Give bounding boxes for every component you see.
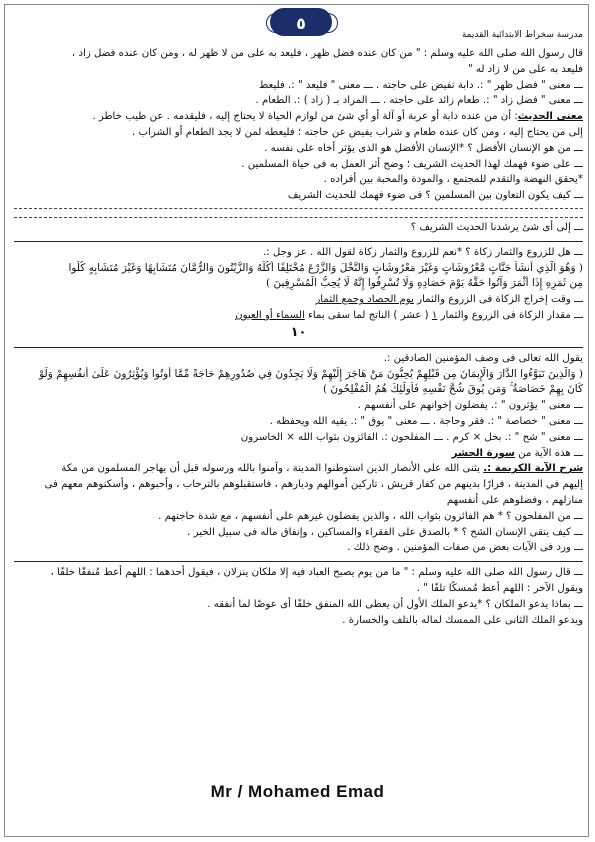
hadith1-explanation-2: إلى من يحتاج إليه ، ومن كان عنده طعام و شراب يفيض عن حاجته ؛ فليعطه لمن لا يجد الطعام أو الشراب . xyxy=(131,126,583,138)
hashr-verse-1: ( وَالَّذِينَ تَبَوَّءُوا الدَّارَ وَالْإِيمَانَ مِن قَبْلِهِمْ يُحِبُّونَ مَنْ هَاجَرَ إِلَيْهِمْ وَلَا يَجِدُونَ فِي صُدُورِهِمْ حَاجَةً مِّمَّا أُوتُوا وَيُؤْثِرُونَ عَلَىٰ أَنفُسِهِمْ وَلَوْ xyxy=(39,367,583,380)
hadith1-question-3: ـــ كيف يكون التعاون بين المسلمين ؟ فى ضوء فهمك للحديث الشريف xyxy=(287,190,583,202)
hashr-meaning-2: ـــ معنى " خصاصة " :. فقر وحاجة . ـــ معنى " يوق " :. يقيه الله ويحفظه . xyxy=(269,415,583,427)
hadith2-text-1: ـــ قال رسول الله صلى الله عليه وسلم : " ما من يوم يصبح العباد فيه إلا ملكان ينزلان ، فيقول أحدهما : اللهم أعط مُنفقًا خلفًا ، xyxy=(50,567,583,579)
hashr-question-2: ـــ كيف يتقى الإنسان الشح ؟ * بالصدق على الفقراء والمساكين ، وإنفاق ماله فى سبيل الخير . xyxy=(187,526,583,538)
meaning-text-1: : أن من عنده دابة أو عربة أو آلة أو أي شئ من لوازم الحياة لا يحتاج إليه ، فليقدمه . عن طيب خاطر . xyxy=(92,111,518,123)
school-name: مدرسة سخراط الابتدائية القديمة xyxy=(461,30,583,40)
hashr-explain-text-1: يثنى الله على الأنصار الذين استوطنوا المدينة ، وآمنوا بالله ورسوله قبل أن يهاجر المسلمون من مكة xyxy=(61,463,484,475)
hadith1-answer-2: *يحقق النهضة والتقدم للمجتمع ، والمودة والمحبة بين أفراده . xyxy=(323,174,583,186)
zakat-verse-2: مِن ثَمَرِهِ إِذَا أَثْمَرَ وَآتُوا حَقَّهُ يَوْمَ حَصَادِهِ وَلَا تُسْرِفُوا إِنَّهُ لَا يُحِبُّ الْمُسْرِفِينَ ) xyxy=(266,277,583,290)
section-divider xyxy=(14,241,583,242)
answer-line xyxy=(14,208,583,209)
author-signature: Mr / Mohamed Emad xyxy=(210,782,385,801)
hashr-source xyxy=(14,446,583,462)
hashr-explain-2: إليهم فى المدينة ، فرارًا بدينهم من كفار قريش ، تاركين أموالهم وديارهم ، فاستقبلوهم بالترحاب ، وأحبوهم ، وأسكنوهم معهم فى xyxy=(44,479,583,491)
page-content xyxy=(14,46,583,628)
meaning-label: معنى الحديث xyxy=(517,111,583,123)
zakat-question-1: ـــ هل للزروع والثمار زكاة ؟ *نعم للزروع والثمار زكاة لقول الله . عز وجل :. xyxy=(262,246,583,258)
zakat-verse-1: ( وَهُوَ الَّذِي أَنشَأَ جَنَّاتٍ مَّعْرُوشَاتٍ وَغَيْرَ مَعْرُوشَاتٍ وَالنَّخْلَ وَالزَّرْعَ مُخْتَلِفًا أُكُلُهُ وَالزَّيْتُونَ وَالرُّمَّانَ مُتَشَابِهًا وَغَيْرَ مُتَشَابِهٍ كُلُوا xyxy=(68,261,583,274)
hashr-source-prefix: ـــ هذه الآية من xyxy=(514,447,583,459)
zakat-q3-answer: السماء أو العيون xyxy=(235,309,305,321)
zakat-fraction-denominator: ١٠ xyxy=(290,324,307,340)
hadith1-question-4: ـــ إلى أى شئ يرشدنا الحديث الشريف ؟ xyxy=(410,221,583,233)
hashr-verse-2: كَانَ بِهِمْ خَصَاصَةٌ ۚ وَمَن يُوقَ شُحَّ نَفْسِهِ فَأُولَٰئِكَ هُمُ الْمُفْلِحُونَ ) xyxy=(322,383,583,396)
hadith1-question-2: ـــ على ضوء فهمك لهذا الحديث الشريف ؛ وضح أثر العمل به فى حياة المسلمين . xyxy=(241,158,583,170)
hashr-question-3: ـــ ورد فى الآيات بعض من صفات المؤمنين . وضح ذلك . xyxy=(347,542,583,554)
hashr-source-answer: سورة الحشر xyxy=(451,447,515,459)
zakat-fraction-numerator: ١ xyxy=(431,309,438,321)
hashr-explain-1 xyxy=(14,461,583,477)
hadith2-text-2: ويقول الآخر : اللهم أعط مُمسكًا تلفًا " . xyxy=(416,582,583,594)
hadith1-meaning-1: ـــ معنى " فضل ظهر " :. دابة تفيض على حاجته . ـــ معنى " فليعد " :. فليعط xyxy=(258,79,583,91)
hadith1-explanation-1 xyxy=(14,109,583,125)
hadith1-meaning-2: ـــ معنى " فضل زاد " :. طعام زائد على حاجته . ـــ المراد بـ ( زاد ) :. الطعام . xyxy=(255,95,583,107)
section-divider xyxy=(14,347,583,348)
hadith1-text-2: فليعد به على من لا زاد له " xyxy=(467,63,583,75)
zakat-q2-answer: يوم الحصاد وجمع الثمار xyxy=(315,294,414,306)
zakat-q3-mid: ( عشر ) الناتج لما سقى بماء xyxy=(304,309,432,321)
zakat-question-3 xyxy=(14,308,583,324)
zakat-q3-prefix: ـــ مقدار الزكاة فى الزروع والثمار xyxy=(440,309,583,321)
hashr-meaning-3: ـــ معنى " شح " :. بخل × كرم . ـــ المفلحون :. الفائزون بثواب الله × الخاسرون xyxy=(240,431,583,443)
zakat-q2-prefix: ـــ وقت إخراج الزكاة فى الزروع والثمار xyxy=(413,294,583,306)
hashr-question-1: ـــ من المفلحون ؟ * هم الفائزون بثواب الله ، والذين يفضلون غيرهم على أنفسهم ، مع شدة حاجتهم . xyxy=(158,510,583,522)
zakat-question-2 xyxy=(14,292,583,308)
hashr-explain-3: منازلهم ، وفضلوهم على أنفسهم xyxy=(446,494,583,506)
page-number: ٥ xyxy=(270,8,332,36)
section-divider xyxy=(14,561,583,562)
hashr-explain-label: شرح الآية الكريمة :. xyxy=(483,463,583,475)
hadith2-answer-cont: ويدعو الملك الثانى على الممسك لماله بالتلف والخسارة . xyxy=(342,614,583,626)
hadith1-text-1: قال رسول الله صلى الله عليه وسلم : " من كان عنده فضل ظهر ، فليعد به على من لا ظهر له ، ومن كان عنده فضل زاد ، xyxy=(71,48,583,59)
hashr-intro: يقول الله تعالى فى وصف المؤمنين الصادقين :. xyxy=(383,352,583,364)
hashr-meaning-1: ـــ معنى " يؤثرون " :. يفضلون إخوانهم على أنفسهم . xyxy=(357,400,583,412)
hadith2-question-1: ـــ بماذا يدعو الملكان ؟ *يدعو الملك الأول أن يعطى الله المنفق خلفًا أى عوضًا لما أنفقه . xyxy=(207,598,583,610)
hadith1-question-1: ـــ من هو الإنسان الأفضل ؟ *الإنسان الأفضل هو الذى يؤثر أخاه على نفسه . xyxy=(264,142,583,154)
answer-line xyxy=(14,217,583,218)
